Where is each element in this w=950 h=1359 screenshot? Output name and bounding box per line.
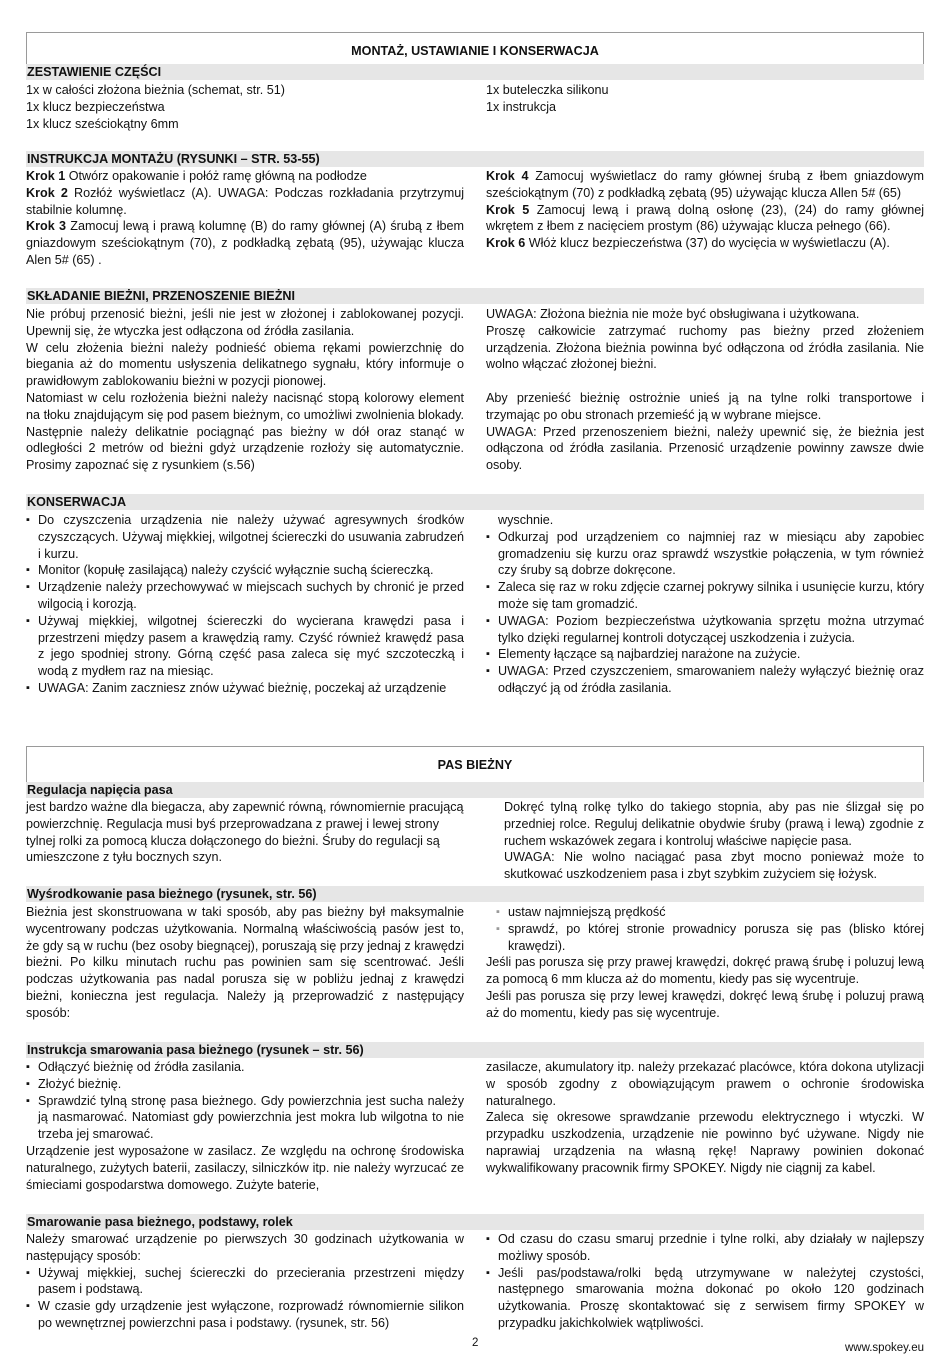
list-item: ▪ sprawdź, po której stronie prowadnicy porusza się pas (blisko której krawędzi). [496,921,924,955]
step: Krok 6 Włóż klucz bezpieczeństwa (37) do wycięcia w wyświetlaczu (A). [486,236,890,251]
list-item: ▪ Monitor (kopułę zasilającą) należy czyścić wyłącznie suchą ściereczką. [26,562,464,579]
lube-instr-right [486,1059,924,1177]
divider [26,32,27,64]
footer-url: www.spokey.eu [844,1342,924,1354]
list-item: ▪ W czasie gdy urządzenie jest wyłączone, rozprowadź równomiernie silikon po wewnętrznej powierzchni pasa i podstawy. (rysunek, str. 56) [26,1298,464,1332]
part-item: 1x klucz bezpieczeństwa [26,99,165,114]
paragraph: UWAGA: Przed przenoszeniem bieżni, należy upewnić się, że bieżnia jest odłączona od źródła zasilania. Przenosić urządzenie powinny zawsze dwie osoby. [486,424,924,473]
paragraph: Bieżnia jest skonstruowana w taki sposób, aby pas bieżny był maksymalnie wycentrowany podczas użytkowania. Normalną właściwością pasów jest to, że gdy są w ruchu (bez osoby biegnącej), poruszają się przy jednaj z krawędzi bieżni. Po kilku minutach ruchu pas powinien sam się scentrować. Jeśli podczas użytkowania pas nadal porusza się w pobliżu jednaj z krawędzi bieżni, konieczna jest regulacja. Należy ją przeprowadzić z następujący sposób: [26,905,464,1020]
tension-right [504,799,924,883]
section-title-text: MONTAŻ, USTAWIANIE I KONSERWACJA [351,44,599,58]
step: Krok 5 Zamocuj lewą i prawą dolną osłonę (23), (24) do ramy głównej wkrętem z łbem z nacięciem prostym (86) używając klucza pełnego (66). [486,202,924,234]
paragraph: Jeśli pas porusza się przy lewej krawędzi, dokręć lewą śrubę i poluzuj prawą aż do momentu, kiedy pas się wycentruje. [486,988,924,1020]
paragraph: Nie próbuj przenosić bieżni, jeśli nie jest w złożonej i zablokowanej pozycji. Upewnij się, że wtyczka jest odłączona od źródła zasilania. [26,307,464,338]
list-item: ▪ Od czasu do czasu smaruj przednie i tylne rolki, aby działały w najlepszy możliwy sposób. [486,1231,924,1265]
list-item: ▪ Używaj miękkiej, suchej ściereczki do przecierania przestrzeni między pasem i podstawą. [26,1265,464,1299]
step: Krok 4 Zamocuj wyświetlacz do ramy głównej śrubą z łbem gniazdowym sześciokątnym (70) z podkładką zębatą (95) używając klucza Allen 5# (65) [486,169,925,200]
lube-instr-left [26,1059,464,1193]
folding-heading: SKŁADANIE BIEŻNI, PRZENOSZENIE BIEŻNI [26,288,924,304]
part-item: 1x instrukcja [486,99,556,114]
list-item: ▪ Odłączyć bieżnię od źródła zasilania. [26,1059,464,1076]
paragraph: Urządzenie jest wyposażone w zasilacz. Ze względu na ochronę środowiska naturalnego, zużytych baterii, zasilaczy, silniczków itp. nie należy wyrzucać ze śmieciami gospodarstwa domowego. Zużyte baterie, [26,1143,464,1192]
list-item: ▪ UWAGA: Poziom bezpieczeństwa użytkowania sprzętu można utrzymać tylko dzięki regularnej kontroli dotyczącej uszkodzenia i zużycia. [486,613,924,647]
paragraph: UWAGA: Nie wolno naciągać pasa zbyt mocno ponieważ może to skutkować uszkodzeniem pasa i zbyt szybkim zużyciem się łożysk. [504,850,924,882]
spacer [486,373,924,390]
paragraph: Proszę całkowicie zatrzymać ruchomy pas bieżny przed złożeniem urządzenia. Złożona bieżnia powinna być odłączona od źródła zasilania. Nie wolno włączać złożonej bieżni. [486,323,924,372]
tension-left [26,799,464,866]
part-item: 1x klucz sześciokątny 6mm [26,116,179,131]
folding-left [26,306,464,474]
list-item: ▪ Złożyć bieżnię. [26,1076,464,1093]
list-item: ▪ UWAGA: Zanim zaczniesz znów używać bieżnię, poczekaj aż urządzenie [26,680,464,697]
paragraph: Aby przenieść bieżnię ostrożnie unieś ją na tylne rolki transportowe i trzymając po obu stronach przemieść ją w wybrane miejsce. [486,390,924,422]
centering-right [486,904,924,1022]
section-title-text: PAS BIEŻNY [437,758,513,772]
lube-instr-heading: Instrukcja smarowania pasa bieżnego (rysunek – str. 56) [26,1042,924,1058]
list-item: ▪ Elementy łączące są najbardziej narażone na zużycie. [486,646,924,663]
lube-heading: Smarowanie pasa bieżnego, podstawy, rolek [26,1214,924,1230]
assembly-right [486,168,924,252]
parts-right [486,82,924,116]
list-item: ▪ Jeśli pas/podstawa/rolki będą utrzymywane w należytej czystości, następnego smarowania można dokonać po około 120 godzinach użytkowania. Proszę skontaktować się z serwisem firmy SPOKEY w przypadku jakichkolwiek wątpliwości. [486,1265,924,1332]
paragraph: UWAGA: Złożona bieżnia nie może być obsługiwana i użytkowana. [486,307,860,321]
list-item: ▪ Sprawdzić tylną stronę pasa bieżnego. Gdy powierzchnia jest sucha należy ją nasmarować. Natomiast gdy powierzchnia jest mokra lub wilgotna to nie trzeba jej smarować. [26,1093,464,1143]
paragraph: Należy smarować urządzenie po pierwszych 30 godzinach użytkowania w następujący sposób: [26,1232,464,1263]
tension-heading: Regulacja napięcia pasa [26,782,924,798]
list-item: ▪ UWAGA: Przed czyszczeniem, smarowaniem należy wyłączyć bieżnię oraz odłączyć ją od źródła zasilania. [486,663,924,697]
maintenance-heading: KONSERWACJA [26,494,924,510]
assembly-left [26,168,464,269]
parts-left [26,82,464,132]
list-item: ▪ Urządzenie należy przechowywać w miejscach suchych by chronić je przed wilgocią i korozją. [26,579,464,613]
step: Krok 3 Zamocuj lewą i prawą kolumnę (B) do ramy głównej (A) śrubą z łbem gniazdowym sześciokątnym (70), z podkładką zębatą (95), używając klucza Alen 5# (65) . [26,219,465,267]
list-item: ▪ Zaleca się raz w roku zdjęcie czarnej pokrywy silnika i usunięcie kurzu, który może się tam gromadzić. [486,579,924,613]
part-item: 1x w całości złożona bieżnia (schemat, str. 51) [26,83,285,97]
centering-heading: Wyśrodkowanie pasa bieżnego (rysunek, str. 56) [26,886,924,902]
assembly-heading: INSTRUKCJA MONTAŻU (RYSUNKI – STR. 53-55) [26,151,924,167]
paragraph: Zaleca się okresowe sprawdzanie przewodu elektrycznego i wtyczki. W przypadku uszkodzenia, urządzenie nie powinno być używane. Nigdy nie naprawiaj urządzenia na własną rękę! Naprawy powinien dokonać wykwalifikowany pracownik firmy SPOKEY. Nigdy nie ciągnij za kabel. [486,1110,924,1175]
paragraph: Natomiast w celu rozłożenia bieżni należy nacisnąć stopą kolorowy element na tłoku znajdującym się pod pasem bieżnym, co umożliwi zwolnienia blokady. Następnie należy delikatnie pociągnąć pas bieżny w dół oraz stanąć w odległości 2 metrów od bieżni gdyż urządzenie rozłoży się automatycznie. Prosimy zapoznać się z rysunkiem (s.56) [26,390,464,473]
step: Krok 2 Rozłóż wyświetlacz (A). UWAGA: Podczas rozkładania przytrzymuj stabilnie kolumnę. [26,185,464,217]
list-item: ▪ Używaj miękkiej, wilgotnej ściereczki do wycierana krawędzi pasa i przestrzeni między pasem a krawędzią ramy. Czyść również krawędź pasa z jego spodniej strony. Górną część pasa zaleca się myć szczoteczką i wodą z mydłem raz na miesiąc. [26,613,464,680]
list-item: ▪ Do czyszczenia urządzenia nie należy używać agresywnych środków czyszczących. Używaj miękkiej, wilgotnej ściereczki do usuwania zabrudzeń i kurzu. [26,512,464,562]
step: Krok 1 Otwórz opakowanie i połóż ramę główną na podłodze [26,169,367,183]
list-item: ▪ Odkurzaj pod urządzeniem co najmniej raz w miesiącu aby zapobiec gromadzeniu się kurzu oraz sprawdź wszystkie połączenia, w tym również czy śruby są dobrze dokręcone. [486,529,924,579]
centering-left [26,904,464,1022]
list-item-continued: wyschnie. [498,513,554,527]
paragraph: jest bardzo ważne dla biegacza, aby zapewnić równą, równomiernie pracującą powierzchnię. Regulacja musi byś przeprowadzana z prawej i lewej strony tylnej rolki za pomocą klucza dołączonego do bieżni. Śruby do regulacji są umieszczone z tyłu bocznych szyn. [26,800,464,865]
lube-left [26,1231,464,1332]
page-number: 2 [472,1337,479,1349]
section-title-assembly [26,32,924,64]
lube-right [486,1231,924,1332]
paragraph: W celu złożenia bieżni należy podnieść obiema rękami powierzchnię do biegania aż do momentu usłyszenia delikatnego sygnału, który informuje o prawidłowym zablokowaniu bieżni w pozycji pionowej. [26,340,464,389]
paragraph: zasilacze, akumulatory itp. należy przekazać placówce, która dokona utylizacji w sposób zgodny z obowiązującym prawem o ochronie środowiska naturalnego. [486,1060,924,1108]
list-item: ▪ ustaw najmniejszą prędkość [496,904,924,921]
page [26,0,924,1359]
maintenance-right [486,512,924,697]
maintenance-left [26,512,464,697]
paragraph: Dokręć tylną rolkę tylko do takiego stopnia, aby pas nie ślizgał się po przedniej rolce. Reguluj delikatnie obydwie śruby (prawą i lewą) zgodnie z ruchem wskazówek zegara i kontroluj właściwe napięcie pasa. [504,800,924,848]
folding-right [486,306,924,474]
part-item: 1x buteleczka silikonu [486,83,609,97]
parts-heading: ZESTAWIENIE CZĘŚCI [26,64,924,80]
section-title-belt [26,746,924,782]
paragraph: Jeśli pas porusza się przy prawej krawędzi, dokręć prawą śrubę i poluzuj lewą za pomocą 6 mm klucza aż do momentu, kiedy pas się wycentruje. [486,955,924,987]
